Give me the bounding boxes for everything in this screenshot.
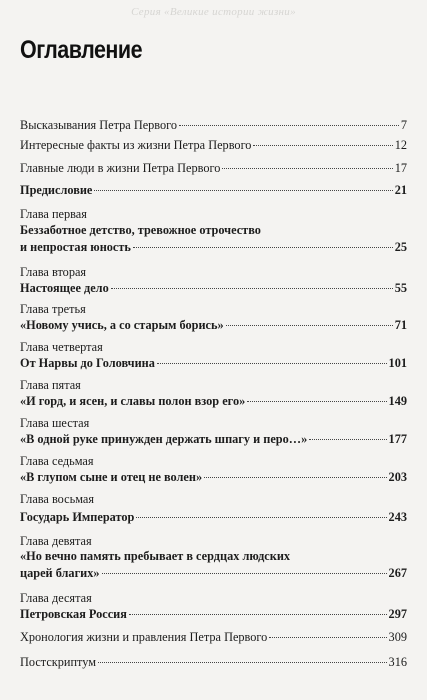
toc-entry[interactable]: [20, 469, 407, 485]
dot-leader: [309, 439, 386, 440]
toc-entry[interactable]: [20, 160, 407, 176]
toc-entry-title-line: Беззаботное детство, тревожное отрочество: [20, 223, 261, 237]
toc-entry[interactable]: [20, 431, 407, 447]
toc-entry-title: Петровская Россия: [20, 607, 127, 621]
toc-entry[interactable]: [20, 654, 407, 670]
bleed-through-text: Серия «Великие истории жизни»: [131, 6, 296, 18]
toc-entry[interactable]: [20, 355, 407, 371]
dot-leader: [133, 247, 393, 248]
toc-entry-page: 71: [394, 318, 407, 332]
chapter-label: Глава пятая: [20, 378, 81, 392]
toc-entry-page: 17: [394, 161, 407, 175]
toc-entry-title: Главные люди в жизни Петра Первого: [20, 161, 221, 175]
toc-entry-title: Хронология жизни и правления Петра Первого: [20, 630, 268, 644]
chapter-label: Глава четвертая: [20, 340, 103, 354]
toc-entry[interactable]: [20, 509, 407, 525]
toc-entry[interactable]: [20, 280, 407, 296]
toc-entry[interactable]: [20, 629, 407, 645]
toc-entry-title: Постскриптум: [20, 655, 97, 669]
toc-entry-page: 243: [388, 510, 407, 524]
toc-entry-page: 25: [394, 240, 407, 254]
toc-entry[interactable]: [20, 137, 407, 153]
toc-entry-title: Высказывания Петра Первого: [20, 118, 178, 132]
chapter-label: Глава десятая: [20, 591, 92, 605]
dot-leader: [136, 517, 386, 518]
chapter-label: Глава вторая: [20, 265, 87, 279]
toc-entry-title: царей благих»: [20, 566, 100, 580]
chapter-label: Глава третья: [20, 302, 86, 316]
chapter-label: Глава первая: [20, 207, 87, 221]
toc-entry-page: 149: [388, 394, 407, 408]
toc-entry-title-line: «Но вечно память пребывает в сердцах людских: [20, 549, 291, 563]
dot-leader: [98, 662, 387, 663]
dot-leader: [179, 125, 399, 126]
dot-leader: [253, 145, 392, 146]
toc-entry-title: «В глупом сыне и отец не волен»: [20, 470, 203, 484]
dot-leader: [226, 325, 393, 326]
toc-entry-title: Предисловие: [20, 183, 93, 197]
dot-leader: [157, 363, 387, 364]
toc-entry-page: 21: [394, 183, 407, 197]
toc-entry-title: От Нарвы до Головчина: [20, 356, 155, 370]
toc-entry-title: «В одной руке принужден держать шпагу и перо…»: [20, 432, 308, 446]
toc-entry-title: Настоящее дело: [20, 281, 109, 295]
toc-entry-page: 7: [400, 118, 407, 132]
toc-entry-title: Интересные факты из жизни Петра Первого: [20, 138, 252, 152]
toc-entry[interactable]: [20, 393, 407, 409]
toc-entry[interactable]: [20, 606, 407, 622]
toc-entry-title: «И горд, и ясен, и славы полон взор его»: [20, 394, 246, 408]
dot-leader: [269, 637, 386, 638]
dot-leader: [222, 168, 392, 169]
toc-entry[interactable]: [20, 182, 407, 198]
dot-leader: [94, 190, 392, 191]
dot-leader: [204, 477, 386, 478]
toc-entry[interactable]: [20, 117, 407, 133]
dot-leader: [129, 614, 387, 615]
toc-entry-title: Государь Император: [20, 510, 135, 524]
page-title: Оглавление: [20, 36, 143, 64]
toc-entry-page: 203: [388, 470, 407, 484]
toc-entry-page: 55: [394, 281, 407, 295]
toc-entry-page: 267: [388, 566, 407, 580]
toc-entry-page: 177: [388, 432, 407, 446]
toc-entry-page: 309: [388, 630, 407, 644]
toc-entry[interactable]: [20, 565, 407, 581]
chapter-label: Глава шестая: [20, 416, 90, 430]
toc-entry-page: 297: [388, 607, 407, 621]
dot-leader: [102, 573, 387, 574]
toc-entry-page: 101: [388, 356, 407, 370]
dot-leader: [247, 401, 386, 402]
toc-entry-page: 12: [394, 138, 407, 152]
toc-entry-title: «Новому учись, а со старым борись»: [20, 318, 224, 332]
chapter-label: Глава девятая: [20, 534, 92, 548]
toc-entry-title: и непростая юность: [20, 240, 131, 254]
toc-entry[interactable]: [20, 239, 407, 255]
toc-entry[interactable]: [20, 317, 407, 333]
dot-leader: [111, 288, 393, 289]
toc-entry-page: 316: [388, 655, 407, 669]
chapter-label: Глава восьмая: [20, 492, 95, 506]
chapter-label: Глава седьмая: [20, 454, 94, 468]
